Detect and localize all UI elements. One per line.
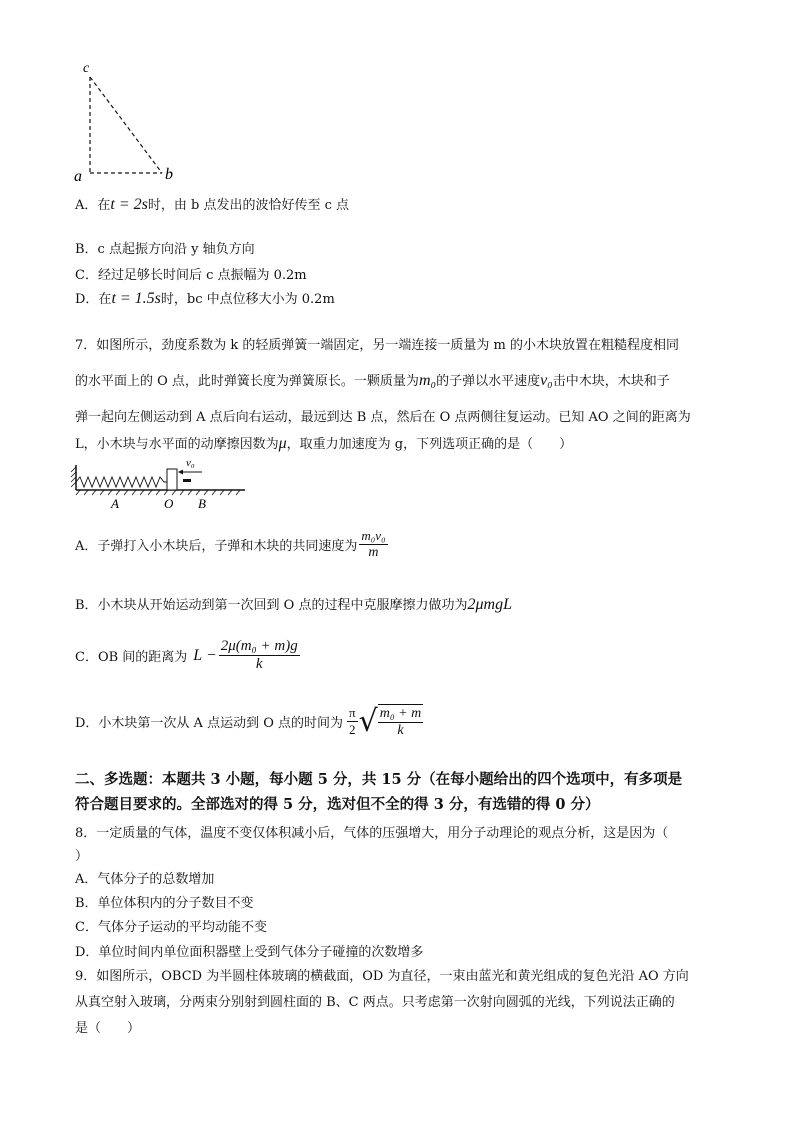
- q7-option-b: B．小木块从开始运动到第一次回到 O 点的过程中克服摩擦力做功为2μmgL: [75, 596, 512, 613]
- q8-option-b: B．单位体积内的分子数目不变: [75, 896, 254, 911]
- label-v0: v₀: [186, 457, 195, 469]
- triangle-figure: [70, 55, 190, 185]
- label-a: a: [74, 168, 82, 185]
- q6-option-d: D．在t = 1.5s时，bc 中点位移大小为 0.2m: [75, 290, 335, 307]
- q7-stem-line2: 的水平面上的 O 点，此时弹簧长度为弹簧原长。一颗质量为m₀的子弹以水平速度v₀击中木块，木块和子: [75, 372, 670, 389]
- q7-option-d: D．小木块第一次从 A 点运动到 O 点的时间为 $\frac{\pi}{2}$ √ $\frac{\text{m₀ + m}}{k}$: [75, 703, 422, 739]
- section2-heading-line2: 符合题目要求的。全部选对的得 5 分，选对但不全的得 3 分，有选错的得 0 分）: [75, 796, 600, 813]
- q9-stem-line2: 从真空射入玻璃，分两束分别射到圆柱面的 B、C 两点。只考虑第一次射向圆弧的光线，下列说法正确的: [75, 995, 675, 1010]
- q8-stem-line1: 8．一定质量的气体，温度不变仅体积减小后，气体的压强增大，用分子动理论的观点分析，这是因为（: [75, 826, 669, 841]
- q8-option-d: D．单位时间内单位面积器壁上受到气体分子碰撞的次数增多: [75, 945, 424, 960]
- q8-stem-line2: ）: [75, 849, 89, 864]
- label-B: B: [198, 496, 206, 511]
- q8-option-c: C．气体分子运动的平均动能不变: [75, 920, 267, 935]
- q8-option-a: A．气体分子的总数增加: [75, 872, 215, 887]
- label-A: A: [111, 496, 119, 511]
- q7-stem-line1: 7．如图所示，劲度系数为 k 的轻质弹簧一端固定，另一端连接一质量为 m 的小木块放置在粗糙程度相同: [75, 338, 680, 353]
- label-c: c: [83, 61, 90, 76]
- section2-heading-line1: 二、多选题：本题共 3 小题，每小题 5 分，共 15 分（在每小题给出的四个选项中，有多项是: [75, 771, 683, 788]
- spring-block-figure: [70, 455, 255, 515]
- q7-option-c: C．OB 间的距离为 L − $\frac{\text{2μ(m₀ + m)g}}{k}$: [75, 638, 298, 672]
- q6-option-c: C．经过足够长时间后 c 点振幅为 0.2m: [75, 268, 307, 283]
- q9-stem-line3: 是（ ）: [75, 1021, 141, 1036]
- q7-option-a: A．子弹打入小木块后，子弹和木块的共同速度为 $\frac{\text{m₀v₀}}{m}$: [75, 528, 386, 560]
- label-b: b: [165, 166, 173, 183]
- q9-stem-line1: 9．如图所示，OBCD 为半圆柱体玻璃的横截面，OD 为直径，一束由蓝光和黄光组成的复色光沿 AO 方向: [75, 969, 689, 984]
- q6-option-b: B．c 点起振方向沿 y 轴负方向: [75, 242, 255, 257]
- q6-option-a: A．在t = 2s时，由 b 点发出的波恰好传至 c 点: [75, 196, 349, 213]
- q7-stem-line3: 弹一起向左侧运动到 A 点后向右运动，最远到达 B 点，然后在 O 点两侧往复运动。已知 AO 之间的距离为: [75, 410, 691, 425]
- q7-stem-line4: L，小木块与水平面的动摩擦因数为μ，取重力加速度为 g，下列选项正确的是（ ）: [75, 435, 573, 452]
- label-O: O: [164, 496, 174, 511]
